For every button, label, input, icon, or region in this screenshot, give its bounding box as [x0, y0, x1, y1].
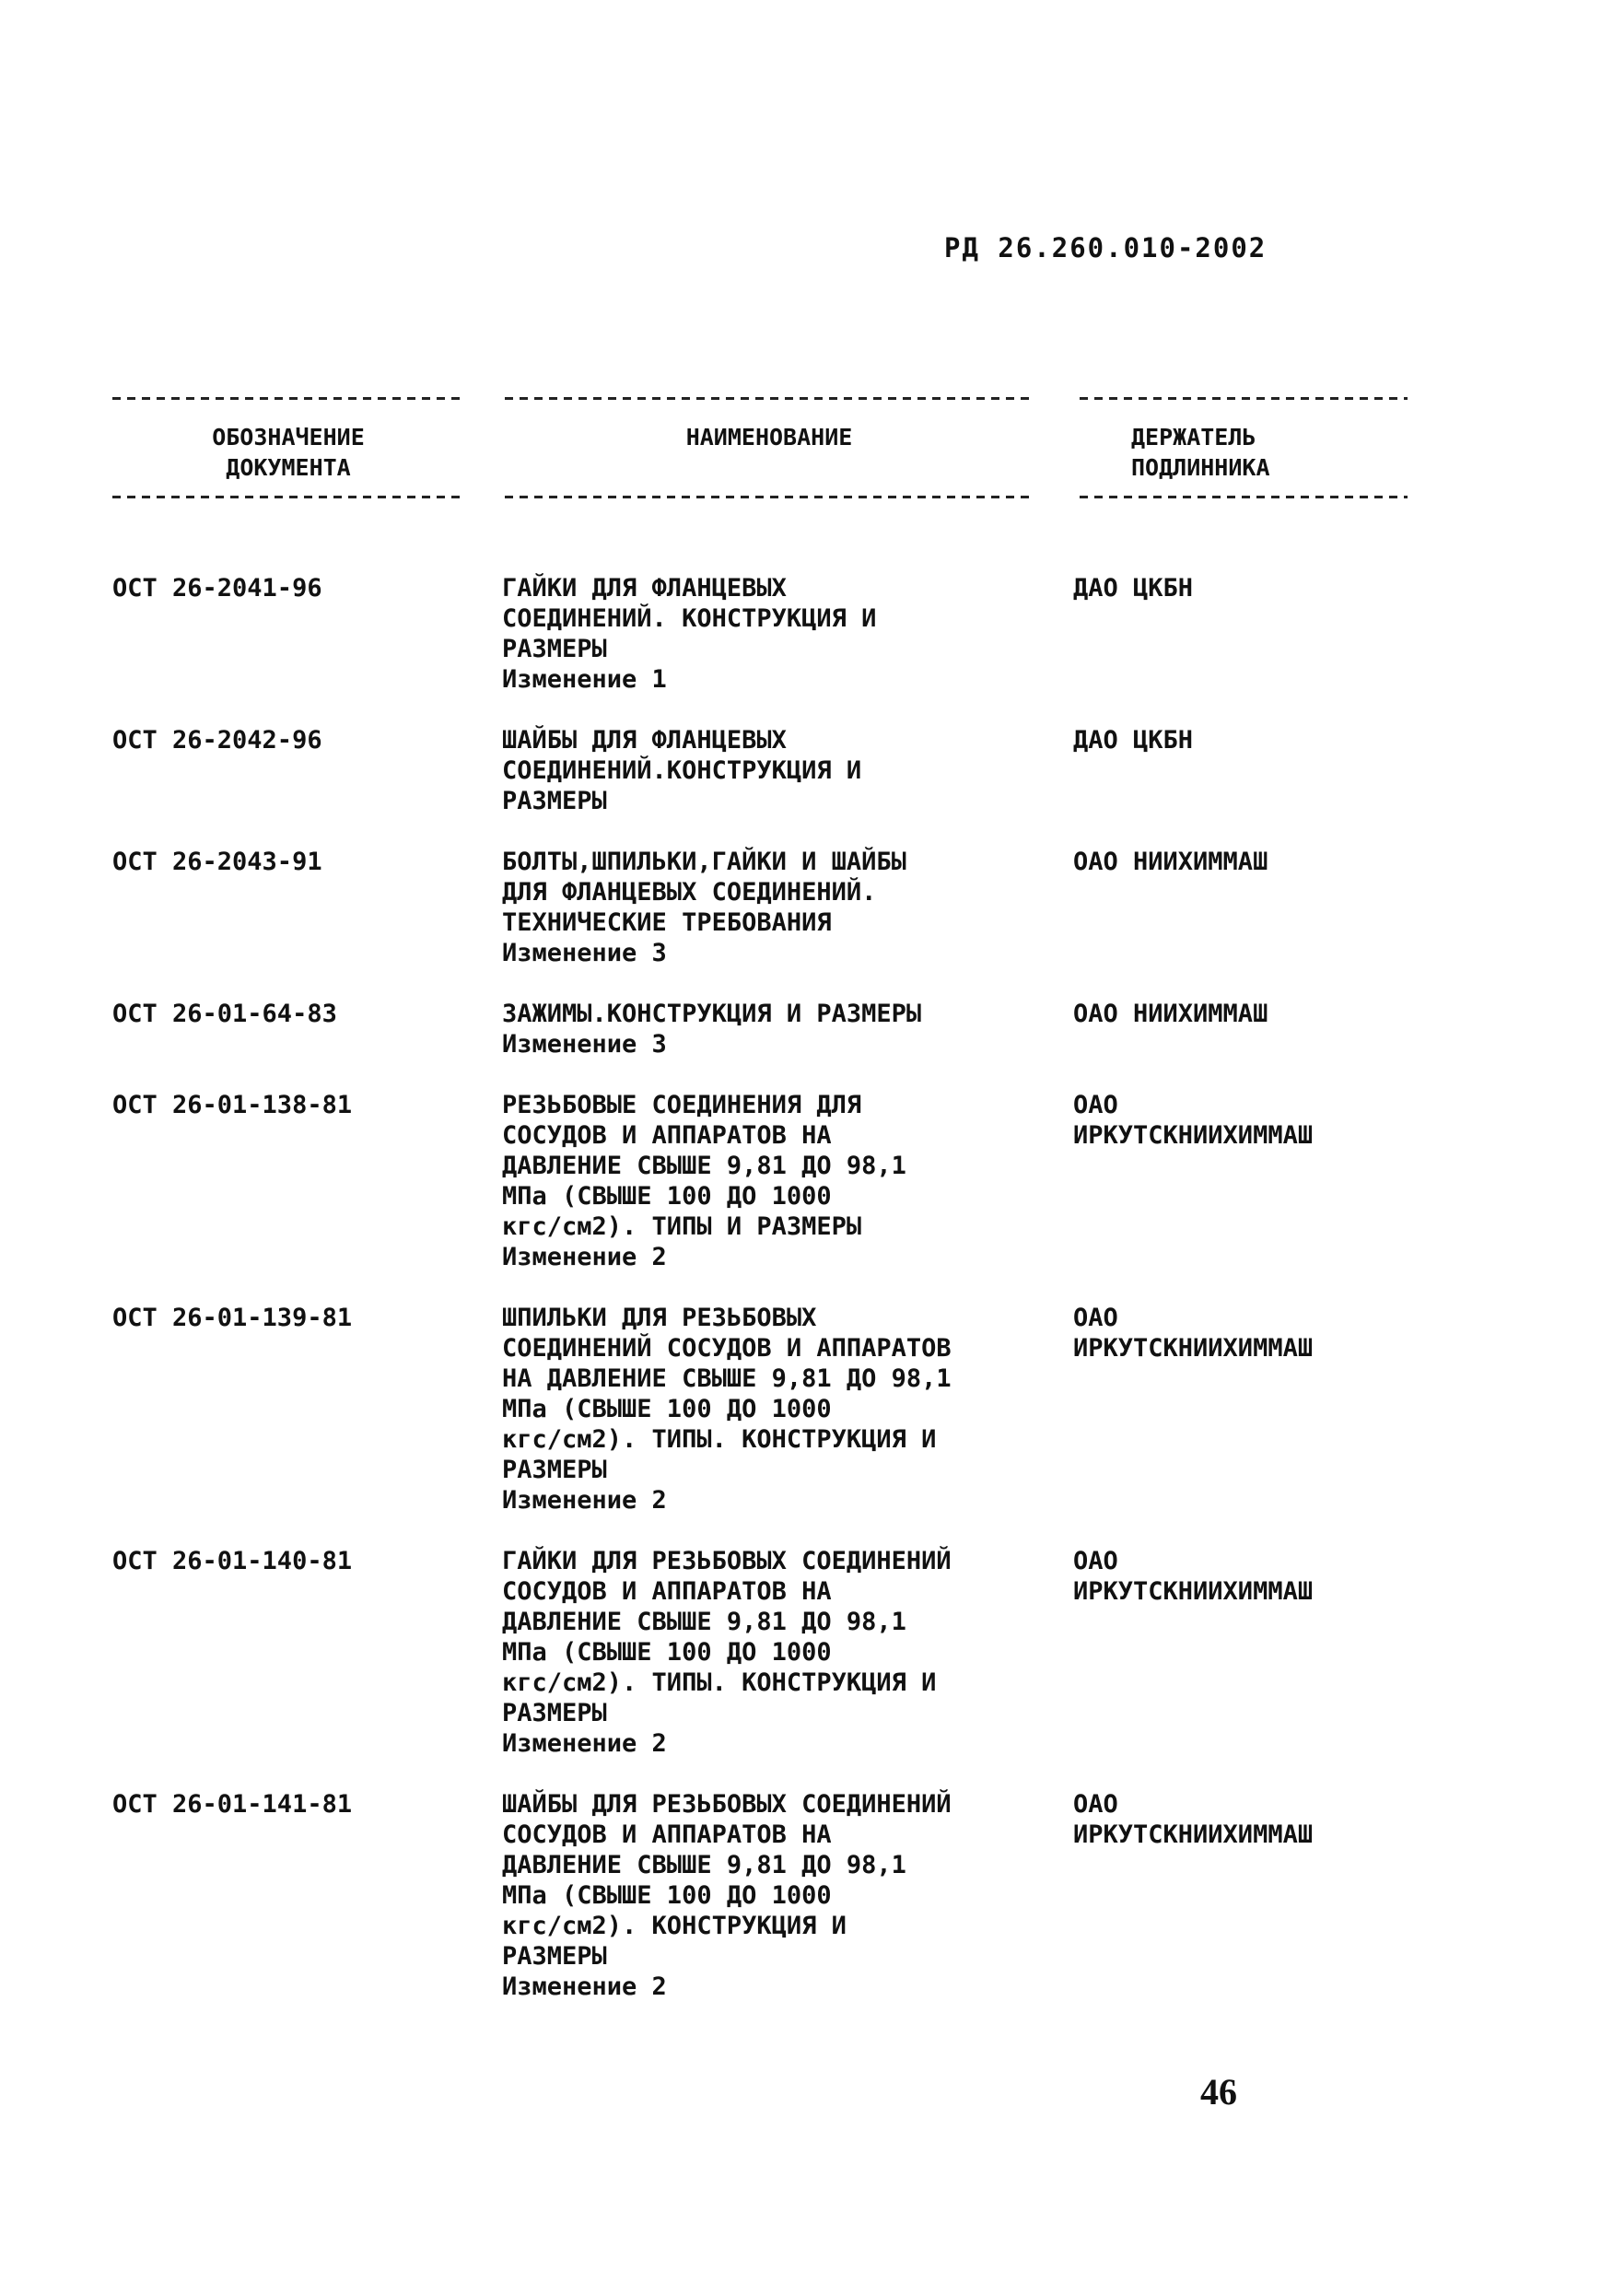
row-holder: ДАО ЦКБН	[1073, 574, 1194, 603]
row-name-text: ГАЙКИ ДЛЯ РЕЗЬБОВЫХ СОЕДИНЕНИЙ СОСУДОВ И АППАРАТОВ НА ДАВЛЕНИЕ СВЫШЕ 9,81 ДО 98,1 МПа (СВЫШЕ 100 ДО 1000 кгс/см2). ТИПЫ. КОНСТРУКЦИЯ И РАЗМЕРЫ	[502, 1547, 952, 1727]
row-change: Изменение 2	[502, 1243, 667, 1271]
header-bottom-rule-col3	[1080, 496, 1408, 498]
row-change: Изменение 2	[502, 1729, 667, 1758]
header-designation-text: ОБОЗНАЧЕНИЕ ДОКУМЕНТА	[212, 424, 365, 481]
header-bottom-rule	[0, 496, 1624, 499]
row-change: Изменение 1	[502, 665, 667, 694]
row-holder: ОАО ИРКУТСКНИИХИММАШ	[1073, 1304, 1314, 1363]
document-table	[0, 573, 1624, 2032]
table-row	[0, 847, 1624, 968]
row-holder: ОАО ИРКУТСКНИИХИММАШ	[1073, 1091, 1314, 1150]
header-name	[502, 422, 1036, 452]
table-row	[0, 573, 1624, 695]
table-row	[0, 999, 1624, 1059]
header-top-rule-col3	[1080, 397, 1408, 400]
row-name	[502, 1789, 1073, 2002]
row-change: Изменение 3	[502, 1030, 667, 1059]
row-name-text: ЗАЖИМЫ.КОНСТРУКЦИЯ И РАЗМЕРЫ	[502, 1000, 922, 1028]
row-code: ОСТ 26-2041-96	[112, 574, 322, 603]
row-change: Изменение 2	[502, 1486, 667, 1515]
row-code: ОСТ 26-01-139-81	[112, 1304, 353, 1332]
row-name-text: ШПИЛЬКИ ДЛЯ РЕЗЬБОВЫХ СОЕДИНЕНИЙ СОСУДОВ И АППАРАТОВ НА ДАВЛЕНИЕ СВЫШЕ 9,81 ДО 98,1 МПа (СВЫШЕ 100 ДО 1000 кгс/см2). ТИПЫ. КОНСТРУКЦИЯ И РАЗМЕРЫ	[502, 1304, 952, 1484]
row-name	[502, 999, 1073, 1059]
document-code: РД 26.260.010-2002	[944, 232, 1268, 263]
page-number: 46	[1200, 2071, 1237, 2113]
row-name	[502, 573, 1073, 695]
table-row	[0, 1303, 1624, 1516]
table-row	[0, 1546, 1624, 1759]
row-code: ОСТ 26-2042-96	[112, 726, 322, 755]
row-code: ОСТ 26-01-140-81	[112, 1547, 353, 1575]
row-code: ОСТ 26-01-64-83	[112, 1000, 337, 1028]
row-name-text: ШАЙБЫ ДЛЯ ФЛАНЦЕВЫХ СОЕДИНЕНИЙ.КОНСТРУКЦИЯ И РАЗМЕРЫ	[502, 726, 862, 815]
row-holder: ОАО ИРКУТСКНИИХИММАШ	[1073, 1547, 1314, 1606]
row-holder: ОАО НИИХИММАШ	[1073, 848, 1268, 876]
row-holder: ДАО ЦКБН	[1073, 726, 1194, 755]
row-name	[502, 1303, 1073, 1516]
row-code: ОСТ 26-01-138-81	[112, 1091, 353, 1119]
header-bottom-rule-col2	[505, 496, 1035, 498]
row-name-text: ШАЙБЫ ДЛЯ РЕЗЬБОВЫХ СОЕДИНЕНИЙ СОСУДОВ И АППАРАТОВ НА ДАВЛЕНИЕ СВЫШЕ 9,81 ДО 98,1 МПа (СВЫШЕ 100 ДО 1000 кгс/см2). КОНСТРУКЦИЯ И РАЗМЕРЫ	[502, 1790, 952, 1971]
row-holder: ОАО НИИХИММАШ	[1073, 1000, 1268, 1028]
row-name	[502, 1546, 1073, 1759]
row-name-text: РЕЗЬБОВЫЕ СОЕДИНЕНИЯ ДЛЯ СОСУДОВ И АППАРАТОВ НА ДАВЛЕНИЕ СВЫШЕ 9,81 ДО 98,1 МПа (СВЫШЕ 100 ДО 1000 кгс/см2). ТИПЫ И РАЗМЕРЫ	[502, 1091, 906, 1241]
table-row	[0, 1090, 1624, 1272]
row-name	[502, 847, 1073, 968]
header-designation	[109, 422, 468, 483]
row-name-text: БОЛТЫ,ШПИЛЬКИ,ГАЙКИ И ШАЙБЫ ДЛЯ ФЛАНЦЕВЫХ СОЕДИНЕНИЙ. ТЕХНИЧЕСКИЕ ТРЕБОВАНИЯ	[502, 848, 906, 937]
row-holder: ОАО ИРКУТСКНИИХИММАШ	[1073, 1790, 1314, 1849]
header-top-rule-col1	[112, 397, 466, 400]
row-code: ОСТ 26-2043-91	[112, 848, 322, 876]
header-top-rule	[0, 397, 1624, 401]
row-change: Изменение 3	[502, 939, 667, 967]
row-name-text: ГАЙКИ ДЛЯ ФЛАНЦЕВЫХ СОЕДИНЕНИЙ. КОНСТРУКЦИЯ И РАЗМЕРЫ	[502, 574, 877, 663]
header-bottom-rule-col1	[112, 496, 466, 498]
table-row	[0, 725, 1624, 816]
row-name	[502, 725, 1073, 816]
header-holder-text: ДЕРЖАТЕЛЬ ПОДЛИННИКА	[1131, 424, 1270, 481]
table-row	[0, 1789, 1624, 2002]
header-top-rule-col2	[505, 397, 1035, 400]
row-code: ОСТ 26-01-141-81	[112, 1790, 353, 1819]
header-name-text: НАИМЕНОВАНИЕ	[685, 424, 853, 451]
header-holder	[1076, 422, 1398, 483]
row-change: Изменение 2	[502, 1972, 667, 2001]
row-name	[502, 1090, 1073, 1272]
